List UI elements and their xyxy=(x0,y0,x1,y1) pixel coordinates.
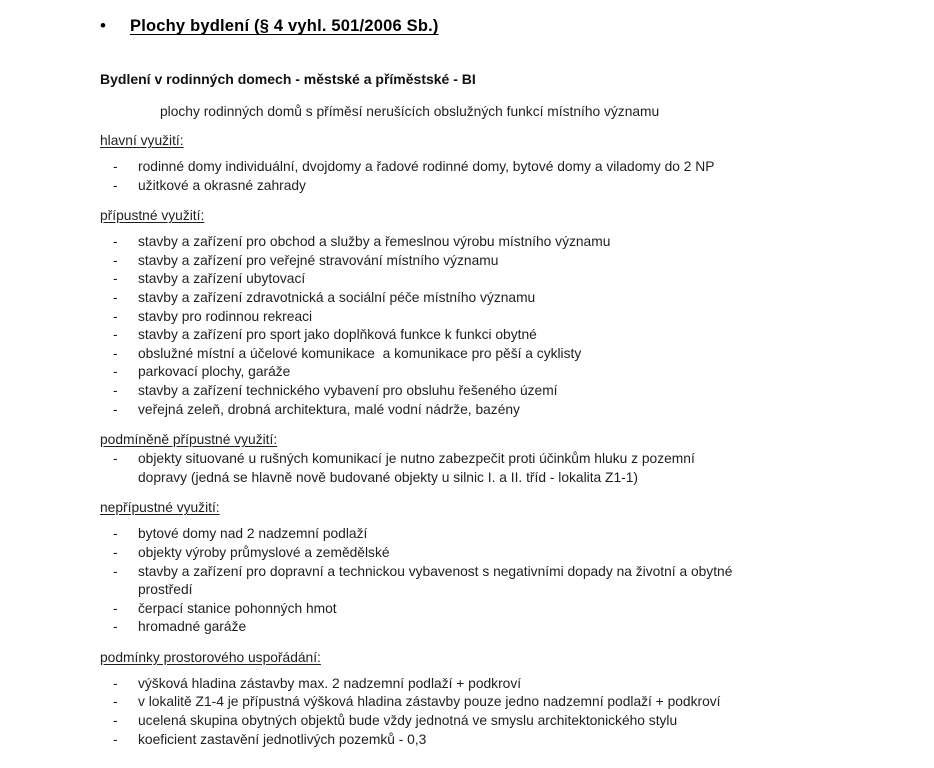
section-heading: přípustné využití: xyxy=(100,208,205,224)
section-list xyxy=(100,525,898,637)
list-item-text: výšková hladina zástavby max. 2 nadzemní podlaží + podkroví xyxy=(138,675,522,691)
list-item xyxy=(100,401,898,420)
dash-marker: - xyxy=(113,252,118,268)
list-item-text: stavby a zařízení pro obchod a služby a řemeslnou výrobu místního významu xyxy=(138,234,611,250)
dash-marker: - xyxy=(113,451,118,467)
dash-marker: - xyxy=(113,731,118,747)
list-item-text: v lokalitě Z1-4 je přípustná výšková hladina zástavby pouze jedno nadzemní podlaží + podkroví xyxy=(138,694,721,710)
dash-marker: - xyxy=(113,308,118,324)
list-item xyxy=(100,382,898,401)
list-item-text: stavby a zařízení technického vybavení pro obsluhu řešeného území xyxy=(138,382,558,398)
list-item-text: ucelená skupina obytných objektů bude vždy jednotná ve smyslu architektonického stylu xyxy=(138,713,678,729)
sections-container xyxy=(100,132,898,749)
list-item-text: stavby a zařízení zdravotnická a sociální péče místního významu xyxy=(138,289,536,305)
list-item xyxy=(100,345,898,364)
dash-marker xyxy=(100,469,138,488)
dash-marker: - xyxy=(113,382,118,398)
bullet-marker: • xyxy=(100,16,106,35)
list-item-text: stavby a zařízení ubytovací xyxy=(138,271,306,287)
list-item xyxy=(100,233,898,252)
dash-marker: - xyxy=(113,600,118,616)
list-item xyxy=(100,525,898,544)
dash-marker xyxy=(100,581,138,600)
dash-marker: - xyxy=(113,327,118,343)
dash-marker: - xyxy=(113,289,118,305)
list-item-text: objekty situované u rušných komunikací je nutno zabezpečit proti účinkům hluku z pozemní xyxy=(138,451,695,467)
dash-marker: - xyxy=(113,675,118,691)
dash-marker: - xyxy=(113,544,118,560)
zone-subtitle: Bydlení v rodinných domech - městské a příměstské - BI xyxy=(100,71,476,87)
list-item-text: prostředí xyxy=(138,582,193,598)
list-item xyxy=(100,731,898,750)
dash-marker: - xyxy=(113,563,118,579)
list-item xyxy=(100,289,898,308)
section-list xyxy=(100,233,898,419)
list-item-text: parkovací plochy, garáže xyxy=(138,364,291,380)
list-item-text: užitkové a okrasné zahrady xyxy=(138,177,306,193)
page-title: Plochy bydlení (§ 4 vyhl. 501/2006 Sb.) xyxy=(130,17,439,35)
dash-marker: - xyxy=(113,234,118,250)
section-heading: hlavní využití: xyxy=(100,133,184,148)
list-item-continuation xyxy=(100,581,898,600)
dash-marker: - xyxy=(113,159,118,174)
dash-marker: - xyxy=(113,694,118,710)
list-item xyxy=(100,252,898,271)
list-item-text: veřejná zeleň, drobná architektura, malé vodní nádrže, bazény xyxy=(138,401,520,417)
list-item xyxy=(100,450,898,469)
list-item xyxy=(100,618,898,637)
list-item xyxy=(100,544,898,563)
section-heading: podmíněně přípustné využití: xyxy=(100,432,278,448)
list-item-text: stavby pro rodinnou rekreaci xyxy=(138,308,313,324)
dash-marker: - xyxy=(113,271,118,287)
dash-marker: - xyxy=(113,177,118,193)
list-item xyxy=(100,270,898,289)
list-item-text: hromadné garáže xyxy=(138,619,247,635)
list-item-text: stavby a zařízení pro dopravní a technickou vybavenost s negativními dopady na životní a obytné xyxy=(138,563,733,579)
list-item-text: bytové domy nad 2 nadzemní podlaží xyxy=(138,526,368,542)
list-item xyxy=(100,326,898,345)
list-item xyxy=(100,158,898,177)
list-item xyxy=(100,675,898,694)
list-item xyxy=(100,363,898,382)
dash-marker: - xyxy=(113,619,118,635)
list-item-text: obslužné místní a účelové komunikace a komunikace pro pěší a cyklisty xyxy=(138,345,582,361)
section-list xyxy=(100,450,898,487)
document-title-row xyxy=(100,16,898,36)
list-item-continuation xyxy=(100,469,898,488)
list-item xyxy=(100,563,898,582)
intro-paragraph: plochy rodinných domů s příměsí nerušících obslužných funkcí místního významu xyxy=(160,104,660,119)
section-list xyxy=(100,158,898,195)
list-item xyxy=(100,177,898,196)
list-item xyxy=(100,693,898,712)
list-item-text: rodinné domy individuální, dvojdomy a řadové rodinné domy, bytové domy a viladomy do 2 NP xyxy=(138,159,715,174)
list-item xyxy=(100,308,898,327)
list-item-text: dopravy (jedná se hlavně nově budované objekty u silnic I. a II. tříd - lokalita Z1-1) xyxy=(138,469,639,485)
section-heading: podmínky prostorového uspořádání: xyxy=(100,649,321,665)
dash-marker: - xyxy=(113,364,118,380)
list-item-text: stavby a zařízení pro sport jako doplňková funkce k funkci obytné xyxy=(138,327,537,343)
dash-marker: - xyxy=(113,713,118,729)
dash-marker: - xyxy=(113,345,118,361)
list-item xyxy=(100,712,898,731)
list-item-text: stavby a zařízení pro veřejné stravování místního významu xyxy=(138,252,499,268)
section-heading: nepřípustné využití: xyxy=(100,500,220,516)
list-item xyxy=(100,600,898,619)
list-item-text: objekty výroby průmyslové a zemědělské xyxy=(138,544,390,560)
dash-marker: - xyxy=(113,401,118,417)
list-item-text: koeficient zastavění jednotlivých pozemků - 0,3 xyxy=(138,731,427,747)
dash-marker: - xyxy=(113,526,118,542)
section-list xyxy=(100,675,898,749)
list-item-text: čerpací stanice pohonných hmot xyxy=(138,600,337,616)
